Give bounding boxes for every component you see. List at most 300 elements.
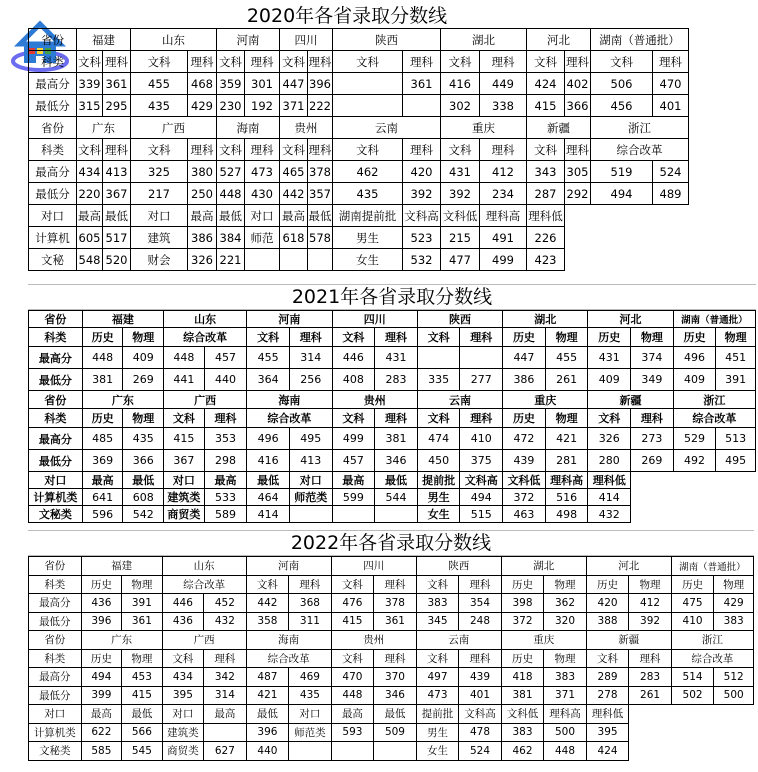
table-cell: 科类 <box>29 328 83 347</box>
table-cell: 最低分 <box>29 369 83 391</box>
table-row <box>29 631 754 650</box>
table-cell: 最低 <box>123 472 164 489</box>
table-cell: 历史 <box>81 649 122 668</box>
table-cell: 384 <box>217 227 245 249</box>
table-cell: 文科 <box>280 51 308 73</box>
table-cell: 理科 <box>289 575 332 594</box>
table-cell: 409 <box>588 369 631 391</box>
table-cell: 理科 <box>480 139 527 161</box>
table-cell: 最低 <box>374 705 417 724</box>
table-cell: 494 <box>460 489 503 506</box>
table-cell: 理科 <box>103 139 131 161</box>
table-cell: 文科 <box>416 575 459 594</box>
table-cell: 商贸类 <box>164 506 205 523</box>
table-cell: 226 <box>527 227 565 249</box>
table-cell: 文秘类 <box>29 506 83 523</box>
table-cell: 283 <box>629 668 672 687</box>
table-cell: 福建 <box>81 557 162 576</box>
table-cell: 475 <box>671 594 714 613</box>
table-cell: 文科 <box>441 139 480 161</box>
table-cell: 科类 <box>29 51 77 73</box>
table-cell: 女生 <box>333 249 403 271</box>
table-cell: 理科 <box>459 575 502 594</box>
table-row <box>29 227 689 249</box>
table-cell <box>289 506 332 523</box>
table-cell: 221 <box>217 249 245 271</box>
table-cell: 物理 <box>545 328 588 347</box>
table-cell: 248 <box>459 612 502 631</box>
table-cell: 最高分 <box>29 347 83 369</box>
table-cell: 文秘 <box>29 249 77 271</box>
score-table-2021 <box>28 310 756 523</box>
table-cell: 455 <box>131 73 188 95</box>
table-cell: 提前批 <box>417 472 460 489</box>
table-cell: 理科 <box>403 139 441 161</box>
table-cell: 432 <box>204 612 247 631</box>
table-cell: 506 <box>591 73 653 95</box>
table-cell: 文科 <box>586 649 629 668</box>
table-cell: 302 <box>441 95 480 117</box>
table-cell: 424 <box>527 73 565 95</box>
table-cell: 建筑 <box>131 227 188 249</box>
table-cell: 文科 <box>588 409 631 428</box>
table-cell: 392 <box>441 183 480 205</box>
table-cell: 河南 <box>217 29 280 51</box>
empty-cell <box>629 705 754 724</box>
table-cell: 湖南提前批 <box>333 205 403 227</box>
table-cell: 446 <box>162 594 204 613</box>
table-cell: 524 <box>653 161 689 183</box>
table-cell: 最低 <box>217 205 245 227</box>
table-cell: 理科 <box>308 51 333 73</box>
table-row <box>29 428 756 450</box>
table-cell: 文科 <box>246 575 289 594</box>
table-cell: 理科低 <box>588 472 631 489</box>
table-row <box>29 723 754 742</box>
table-cell: 361 <box>103 73 131 95</box>
table-cell: 最高分 <box>29 668 82 687</box>
table-cell: 对口 <box>131 205 188 227</box>
table-cell: 277 <box>460 369 503 391</box>
table-cell: 物理 <box>123 328 164 347</box>
table-cell: 文科高 <box>459 705 502 724</box>
table-cell: 371 <box>280 95 308 117</box>
table-cell: 415 <box>331 612 374 631</box>
table-cell: 商贸类 <box>162 742 204 761</box>
table-cell: 261 <box>629 686 672 705</box>
table-cell: 401 <box>653 95 689 117</box>
table-cell: 641 <box>82 489 123 506</box>
table-cell: 科类 <box>29 409 83 428</box>
table-row <box>29 612 754 631</box>
table-cell: 383 <box>714 612 754 631</box>
table-cell: 618 <box>280 227 308 249</box>
table-cell: 627 <box>204 742 247 761</box>
table-cell: 448 <box>164 347 205 369</box>
table-cell: 历史 <box>501 575 544 594</box>
table-cell: 对口 <box>164 472 205 489</box>
table-cell: 326 <box>588 428 631 450</box>
table-cell: 361 <box>122 612 163 631</box>
table-cell: 517 <box>103 227 131 249</box>
table-cell: 文科低 <box>441 205 480 227</box>
table-cell: 396 <box>81 612 122 631</box>
table-cell: 最低 <box>246 705 289 724</box>
empty-cell <box>565 205 689 227</box>
table-cell: 338 <box>480 95 527 117</box>
table-cell: 524 <box>459 742 502 761</box>
table-cell: 395 <box>162 686 204 705</box>
table-cell: 四川 <box>280 29 333 51</box>
table-cell: 理科 <box>565 139 591 161</box>
table-cell: 建筑类 <box>164 489 205 506</box>
table-cell: 文科低 <box>501 705 544 724</box>
table-cell: 412 <box>480 161 527 183</box>
table-cell <box>331 742 374 761</box>
table-cell: 370 <box>374 668 417 687</box>
table-cell: 最低分 <box>29 686 82 705</box>
table-cell: 269 <box>123 369 164 391</box>
table-row <box>29 205 689 227</box>
table-cell: 366 <box>565 95 591 117</box>
table-cell: 贵州 <box>280 117 333 139</box>
table-cell: 理科 <box>188 139 217 161</box>
table-cell: 理科 <box>631 409 674 428</box>
table-cell: 文科 <box>417 409 460 428</box>
table-cell: 410 <box>460 428 503 450</box>
table-row <box>29 705 754 724</box>
table-row <box>29 649 754 668</box>
table-cell: 408 <box>332 369 375 391</box>
table-cell: 最高 <box>188 205 217 227</box>
table-cell: 346 <box>375 450 418 472</box>
table-cell: 589 <box>204 506 247 523</box>
table-cell: 532 <box>403 249 441 271</box>
table-cell: 383 <box>544 668 587 687</box>
table-cell: 456 <box>591 95 653 117</box>
table-row <box>29 450 756 472</box>
table-cell: 326 <box>188 249 217 271</box>
table-cell: 文科 <box>332 328 375 347</box>
table-cell: 新疆 <box>588 391 673 409</box>
table-cell: 416 <box>247 450 290 472</box>
table-cell: 理科 <box>459 649 502 668</box>
table-cell: 423 <box>527 249 565 271</box>
table-cell: 220 <box>77 183 103 205</box>
table-cell: 理科 <box>480 51 527 73</box>
table-row <box>29 575 754 594</box>
table-row <box>29 183 689 205</box>
table-cell: 文科 <box>280 139 308 161</box>
table-cell: 605 <box>77 227 103 249</box>
table-cell: 462 <box>501 742 544 761</box>
table-cell: 280 <box>588 450 631 472</box>
table-cell: 湖北 <box>501 557 586 576</box>
table-cell: 498 <box>545 506 588 523</box>
table-cell: 469 <box>289 668 332 687</box>
table-cell: 495 <box>716 450 756 472</box>
table-row <box>29 73 689 95</box>
empty-cell <box>629 723 754 742</box>
table-cell: 最高分 <box>29 594 82 613</box>
table-cell: 495 <box>289 428 332 450</box>
table-cell: 文科低 <box>503 472 546 489</box>
table-cell <box>204 723 247 742</box>
empty-cell <box>631 506 756 523</box>
table-cell: 476 <box>331 594 374 613</box>
table-cell: 447 <box>503 347 546 369</box>
table-cell: 217 <box>131 183 188 205</box>
table-cell: 理科 <box>289 328 332 347</box>
table-cell: 429 <box>188 95 217 117</box>
empty-cell <box>565 249 689 271</box>
table-cell: 523 <box>403 227 441 249</box>
table-cell: 429 <box>714 594 754 613</box>
table-cell: 192 <box>245 95 280 117</box>
table-cell: 理科 <box>103 51 131 73</box>
table-cell: 男生 <box>417 489 460 506</box>
table-cell: 367 <box>164 450 205 472</box>
table-cell: 354 <box>459 594 502 613</box>
table-cell: 325 <box>131 161 188 183</box>
table-cell: 381 <box>375 428 418 450</box>
table-row <box>29 369 756 391</box>
table-cell: 448 <box>331 686 374 705</box>
table-cell: 理科高 <box>544 705 587 724</box>
table-cell: 文科 <box>333 51 403 73</box>
table-cell: 339 <box>77 73 103 95</box>
table-cell: 412 <box>629 594 672 613</box>
table-cell: 468 <box>188 73 217 95</box>
table-cell: 理科 <box>629 649 672 668</box>
table-cell <box>460 347 503 369</box>
table-cell: 最低 <box>103 205 131 227</box>
table-cell: 463 <box>503 506 546 523</box>
table-cell: 366 <box>123 450 164 472</box>
table-cell: 305 <box>565 161 591 183</box>
table-cell: 450 <box>417 450 460 472</box>
table-cell: 女生 <box>417 506 460 523</box>
table-cell: 云南 <box>416 631 501 650</box>
table-cell: 文科 <box>247 328 290 347</box>
table-cell: 历史 <box>81 575 122 594</box>
table-cell: 357 <box>308 183 333 205</box>
table-cell: 最低 <box>247 472 290 489</box>
table-cell: 464 <box>247 489 290 506</box>
table-cell: 435 <box>333 183 403 205</box>
table-cell: 314 <box>204 686 247 705</box>
table-cell: 河北 <box>527 29 591 51</box>
table-cell: 文科 <box>333 139 403 161</box>
table-cell: 435 <box>131 95 188 117</box>
table-cell: 对口 <box>162 705 204 724</box>
table-cell: 历史 <box>501 649 544 668</box>
table-cell: 历史 <box>671 575 714 594</box>
table-cell: 湖北 <box>503 311 588 328</box>
table-cell: 462 <box>333 161 403 183</box>
title-2021: 2021年各省录取分数线 <box>28 284 756 310</box>
table-cell: 综合改革 <box>673 409 755 428</box>
table-cell: 491 <box>480 227 527 249</box>
table-cell: 513 <box>716 428 756 450</box>
table-cell: 335 <box>417 369 460 391</box>
table-cell: 文科 <box>331 575 374 594</box>
table-row <box>29 51 689 73</box>
table-cell: 理科 <box>204 649 247 668</box>
table-cell: 474 <box>417 428 460 450</box>
score-table-2022 <box>28 556 754 761</box>
table-cell: 436 <box>81 594 122 613</box>
table-cell: 516 <box>545 489 588 506</box>
table-cell: 414 <box>588 489 631 506</box>
table-cell: 500 <box>544 723 587 742</box>
table-cell: 对口 <box>29 472 83 489</box>
table-cell: 499 <box>480 249 527 271</box>
table-cell: 理科 <box>653 51 689 73</box>
table-cell: 最低分 <box>29 95 77 117</box>
table-cell: 广东 <box>82 391 163 409</box>
table-cell: 湖南（普通批） <box>673 311 755 328</box>
table-cell: 497 <box>416 668 459 687</box>
table-cell: 历史 <box>503 409 546 428</box>
table-cell: 文科 <box>331 649 374 668</box>
table-cell: 贵州 <box>331 631 416 650</box>
table-cell: 最高 <box>280 205 308 227</box>
table-cell: 473 <box>416 686 459 705</box>
table-cell: 理科高 <box>480 205 527 227</box>
table-cell: 378 <box>308 161 333 183</box>
table-cell: 对口 <box>245 205 280 227</box>
table-cell: 399 <box>81 686 122 705</box>
table-cell: 新疆 <box>527 117 591 139</box>
table-cell: 最高 <box>77 205 103 227</box>
table-cell: 省份 <box>29 631 82 650</box>
table-cell: 浙江 <box>671 631 753 650</box>
table-cell <box>375 506 418 523</box>
table-cell: 物理 <box>631 328 674 347</box>
table-cell: 409 <box>123 347 164 369</box>
table-cell: 师范 <box>245 227 280 249</box>
table-cell: 福建 <box>82 311 163 328</box>
table-cell: 391 <box>716 369 756 391</box>
table-cell: 陕西 <box>416 557 501 576</box>
table-cell: 415 <box>164 428 205 450</box>
table-cell: 历史 <box>588 328 631 347</box>
table-cell: 395 <box>586 723 629 742</box>
table-cell: 381 <box>501 686 544 705</box>
table-cell: 理科 <box>565 51 591 73</box>
table-cell: 374 <box>631 347 674 369</box>
table-cell: 女生 <box>416 742 459 761</box>
table-cell: 442 <box>280 183 308 205</box>
table-cell: 最高 <box>82 472 123 489</box>
table-cell: 386 <box>188 227 217 249</box>
table-cell: 289 <box>586 668 629 687</box>
table-cell: 综合改革 <box>162 575 246 594</box>
table-cell: 四川 <box>331 557 416 576</box>
table-cell: 历史 <box>673 328 716 347</box>
table-cell: 科类 <box>29 649 82 668</box>
table-cell: 372 <box>501 612 544 631</box>
table-cell: 447 <box>280 73 308 95</box>
table-cell: 432 <box>588 506 631 523</box>
table-row <box>29 95 689 117</box>
table-cell: 海南 <box>246 631 331 650</box>
table-cell: 最高 <box>332 472 375 489</box>
table-cell: 河北 <box>588 311 673 328</box>
table-row <box>29 742 754 761</box>
table-cell: 计算机类 <box>29 489 83 506</box>
table-cell: 383 <box>416 594 459 613</box>
table-cell: 综合改革 <box>671 649 753 668</box>
table-cell: 文科 <box>527 51 565 73</box>
empty-cell <box>565 227 689 249</box>
table-cell: 师范类 <box>289 723 332 742</box>
table-cell: 448 <box>217 183 245 205</box>
table-row <box>29 594 754 613</box>
table-cell: 375 <box>460 450 503 472</box>
table-cell: 理科 <box>245 51 280 73</box>
table-cell: 理科高 <box>545 472 588 489</box>
table-cell: 湖北 <box>441 29 527 51</box>
table-cell: 378 <box>374 594 417 613</box>
table-cell: 师范类 <box>289 489 332 506</box>
table-cell: 371 <box>544 686 587 705</box>
table-cell: 物理 <box>714 575 754 594</box>
table-cell: 理科 <box>403 51 441 73</box>
table-cell: 494 <box>591 183 653 205</box>
table-cell: 山东 <box>164 311 247 328</box>
table-cell: 理科低 <box>527 205 565 227</box>
table-row <box>29 117 689 139</box>
table-cell: 历史 <box>586 575 629 594</box>
table-cell: 440 <box>246 742 289 761</box>
table-cell: 342 <box>204 668 247 687</box>
table-cell: 424 <box>586 742 629 761</box>
table-cell: 重庆 <box>501 631 586 650</box>
table-cell: 287 <box>527 183 565 205</box>
table-cell: 435 <box>289 686 332 705</box>
table-cell: 综合改革 <box>164 328 247 347</box>
empty-cell <box>631 489 756 506</box>
table-cell: 海南 <box>217 117 280 139</box>
table-cell: 436 <box>162 612 204 631</box>
table-cell: 文科 <box>162 649 204 668</box>
table-cell: 520 <box>103 249 131 271</box>
table-cell: 河南 <box>246 557 331 576</box>
table-cell: 295 <box>103 95 131 117</box>
table-cell: 409 <box>673 369 716 391</box>
table-cell: 369 <box>82 450 123 472</box>
table-cell: 省份 <box>29 391 83 409</box>
table-cell: 最高分 <box>29 73 77 95</box>
table-cell: 489 <box>653 183 689 205</box>
table-cell: 599 <box>332 489 375 506</box>
table-cell <box>333 73 403 95</box>
table-cell: 439 <box>503 450 546 472</box>
table-cell: 499 <box>332 428 375 450</box>
table-cell: 478 <box>459 723 502 742</box>
table-cell: 349 <box>631 369 674 391</box>
table-row <box>29 311 756 328</box>
table-cell: 文科 <box>77 139 103 161</box>
table-cell: 最高分 <box>29 161 77 183</box>
table-cell: 物理 <box>545 409 588 428</box>
table-cell: 414 <box>247 506 290 523</box>
table-cell: 477 <box>441 249 480 271</box>
table-cell: 陕西 <box>417 311 502 328</box>
table-cell: 文科 <box>417 328 460 347</box>
